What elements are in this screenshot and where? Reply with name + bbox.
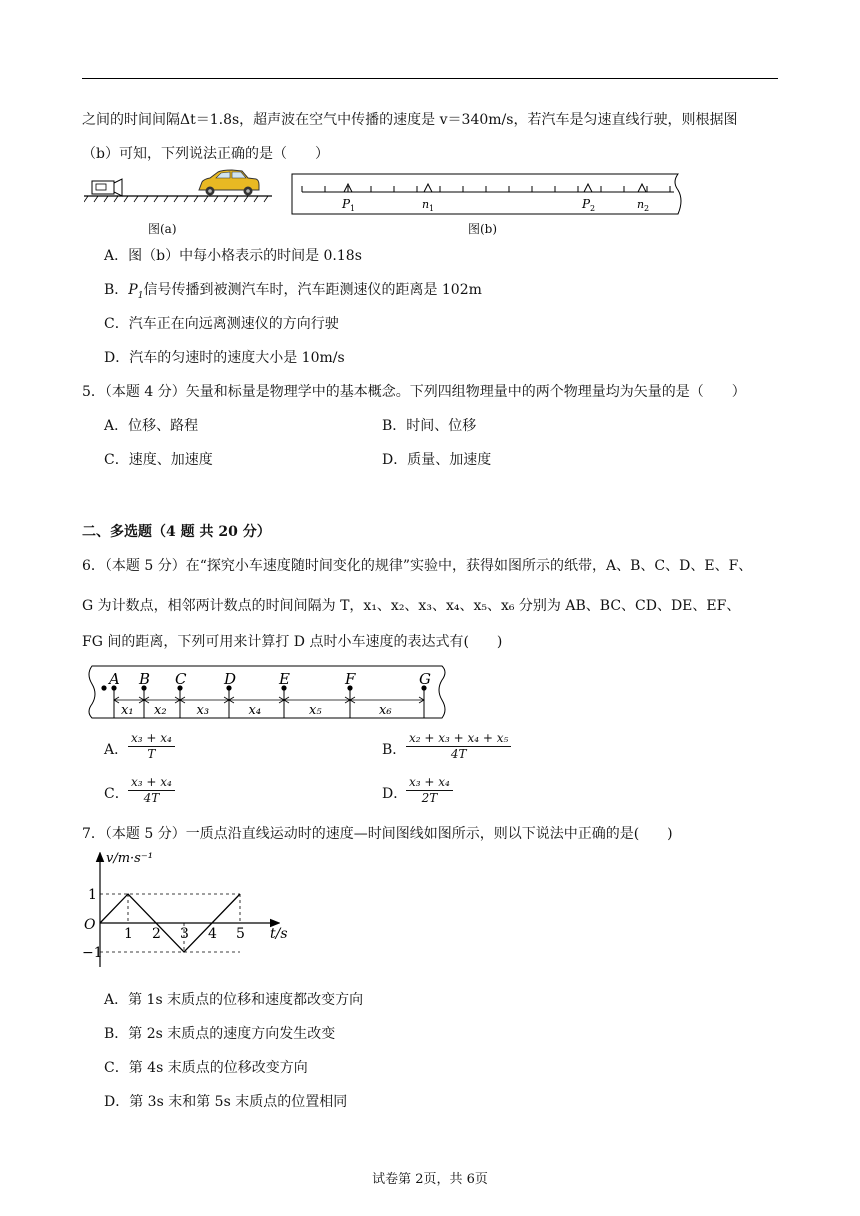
radar-gun-icon <box>92 179 122 196</box>
q4-option-b-sub: 1 <box>137 290 144 301</box>
q5-option-c[interactable]: C．速度、加速度 <box>104 452 213 468</box>
q6-option-a-fraction <box>128 731 175 762</box>
label-n1-sub: 1 <box>429 204 435 213</box>
q4-option-c[interactable]: C．汽车正在向远离测速仪的方向行驶 <box>104 316 339 332</box>
q6-option-d-numerator: x₃ + x₄ <box>406 775 453 791</box>
figure-a <box>84 166 274 236</box>
x-axis-label: t/s <box>270 926 288 942</box>
label-n2: n <box>637 198 645 211</box>
q5-option-b[interactable]: B．时间、位移 <box>382 418 477 434</box>
x-tick-label: 4 <box>208 926 217 942</box>
tape-segment-label: x₂ <box>154 703 167 718</box>
q6-option-c-label[interactable]: C． <box>104 786 129 802</box>
q6-option-d-fraction <box>406 775 453 806</box>
q4-option-d[interactable]: D．汽车的匀速时的速度大小是 10m/s <box>104 350 345 366</box>
label-p1: P <box>342 197 351 211</box>
label-p2-sub: 2 <box>590 204 596 213</box>
q6-option-b-label[interactable]: B． <box>382 742 407 758</box>
tape-point-label: C <box>175 670 187 688</box>
y-tick-label: 1 <box>88 887 97 903</box>
q5-option-a[interactable]: A．位移、路程 <box>104 418 199 434</box>
q6-stem-line1: 6．（本题 5 分）在“探究小车速度随时间变化的规律”实验中，获得如图所示的纸带，A、B、C、D、E、F、 <box>82 558 753 574</box>
label-p1-sub: 1 <box>350 204 356 213</box>
q6-option-a-label[interactable]: A． <box>104 742 129 758</box>
y-axis-arrow <box>96 852 104 862</box>
origin-label: O <box>84 917 96 933</box>
fig-b-caption: 图(b) <box>468 222 498 236</box>
paper-tape-figure <box>84 664 454 722</box>
q6-stem-line3: FG 间的距离，下列可用来计算打 D 点时小车速度的表达式有( ) <box>82 634 503 650</box>
q4-option-b-text: 信号传播到被测汽车时，汽车距测速仪的距离是 102m <box>143 282 482 298</box>
q5-option-d[interactable]: D．质量、加速度 <box>382 452 492 468</box>
q4-stem-line1: 之间的时间间隔Δt＝1.8s，超声波在空气中传播的速度是 v＝340m/s，若汽车是匀速直线行驶，则根据图 <box>82 112 738 128</box>
q6-option-b-numerator: x₂ + x₃ + x₄ + x₅ <box>406 731 511 747</box>
y-axis-label: v/m·s⁻¹ <box>106 851 153 866</box>
q6-option-d-denominator: 2T <box>421 791 438 805</box>
tape-point-label: F <box>345 670 356 688</box>
q6-option-b-denominator: 4T <box>450 747 467 761</box>
q4-option-a[interactable]: A．图（b）中每小格表示的时间是 0.18s <box>104 248 362 264</box>
q7-stem: 7．（本题 5 分）一质点沿直线运动时的速度—时间图线如图所示，则以下说法中正确的是( ) <box>82 826 673 842</box>
label-p2: P <box>582 197 591 211</box>
q6-option-c-numerator: x₃ + x₄ <box>128 775 175 791</box>
tape-point-label: D <box>224 670 237 688</box>
tape-point-label: A <box>109 670 120 688</box>
tape-point-label: G <box>419 670 431 688</box>
q7-option-d[interactable]: D．第 3s 末和第 5s 末质点的位置相同 <box>104 1094 348 1110</box>
tape-segment-label: x₄ <box>248 703 262 718</box>
header-rule <box>82 78 778 79</box>
page-footer: 试卷第 2页，共 6页 <box>372 1172 488 1187</box>
vt-chart <box>82 846 302 974</box>
section2-title: 二、多选题（4 题 共 20 分） <box>82 524 271 540</box>
q4-stem-line2: （b）可知，下列说法正确的是（ ） <box>82 146 329 162</box>
car-icon <box>199 170 259 196</box>
tape-segment-label: x₃ <box>196 703 210 718</box>
tape-segment-label: x₆ <box>379 703 392 718</box>
x-tick-label: 3 <box>180 926 189 942</box>
q5-stem: 5．（本题 4 分）矢量和标量是物理学中的基本概念。下列四组物理量中的两个物理量均为矢量的是（ ） <box>82 384 746 400</box>
q6-option-a-numerator: x₃ + x₄ <box>128 731 175 747</box>
q4-option-b-prefix: B． <box>104 282 129 298</box>
q7-option-b[interactable]: B．第 2s 末质点的速度方向发生改变 <box>104 1026 336 1042</box>
figure-b <box>288 172 688 220</box>
q6-option-d-label[interactable]: D． <box>382 786 408 802</box>
q4-option-b[interactable] <box>104 280 482 306</box>
q6-option-b-fraction <box>406 731 511 762</box>
tape-segment-label: x₅ <box>309 703 322 718</box>
q6-option-a-denominator: T <box>147 747 156 761</box>
label-n1: n <box>422 198 430 211</box>
x-tick-label: 5 <box>236 926 245 942</box>
q4-option-b-symbol: P <box>128 282 138 298</box>
fig-a-caption: 图(a) <box>148 222 177 236</box>
tape-point-label: E <box>279 670 290 688</box>
label-n2-sub: 2 <box>644 204 650 213</box>
x-tick-label: 1 <box>124 926 133 942</box>
y-tick-label: −1 <box>82 945 103 961</box>
tape-segment-label: x₁ <box>121 703 134 718</box>
x-tick-label: 2 <box>152 926 161 942</box>
q6-stem-line2: G 为计数点，相邻两计数点的时间间隔为 T，x₁、x₂、x₃、x₄、x₅、x₆ 分别为 AB、BC、CD、DE、EF、 <box>82 598 741 614</box>
q6-option-c-denominator: 4T <box>143 791 160 805</box>
q7-option-c[interactable]: C．第 4s 末质点的位移改变方向 <box>104 1060 308 1076</box>
q6-option-c-fraction <box>128 775 175 806</box>
tape-start-dot <box>101 685 106 690</box>
q7-option-a[interactable]: A．第 1s 末质点的位移和速度都改变方向 <box>104 992 364 1008</box>
tape-point-label: B <box>139 670 151 688</box>
